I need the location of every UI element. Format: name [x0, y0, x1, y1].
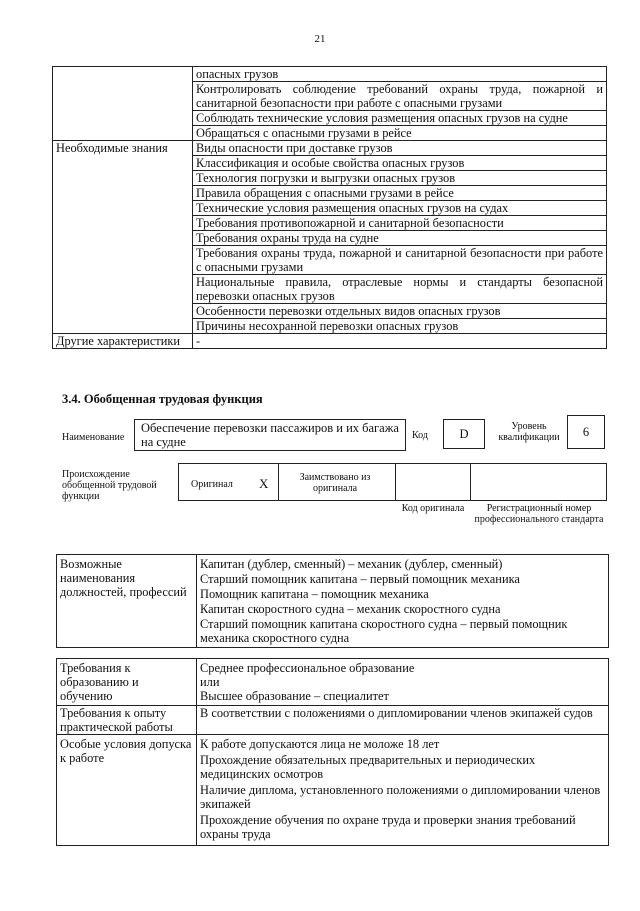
- education-line: Среднее профессиональное образование: [200, 661, 415, 675]
- positions-label: Возможные наименования должностей, профессий: [57, 555, 197, 648]
- knowledge-item: Требования противопожарной и санитарной безопасности: [193, 216, 606, 231]
- experience-value: В соответствии с положениями о дипломировании членов экипажей судов: [197, 706, 609, 735]
- code-original-caption: Код оригинала: [401, 503, 465, 514]
- other-value: -: [193, 334, 607, 349]
- admission-line: К работе допускаются лица не моложе 18 лет: [200, 737, 440, 751]
- code-value: D: [459, 426, 469, 441]
- level-label: Уровень квалификации: [498, 421, 560, 443]
- knowledge-item: Требования охраны труда, пожарной и санитарной безопасности при работе с опасными грузами: [193, 246, 606, 275]
- origin-label: Происхождение обобщенной трудовой функции: [62, 469, 157, 502]
- skill-row: Контролировать соблюдение требований охраны труда, пожарной и санитарной безопасности при работе с опасными грузами: [193, 82, 606, 111]
- position-item: Капитан скоростного судна – механик скоростного судна: [200, 602, 501, 616]
- name-label: Наименование: [62, 432, 125, 443]
- code-value-box: [443, 419, 485, 449]
- requirements-table: [56, 658, 609, 846]
- borrowed-label: Заимствовано из оригинала: [299, 472, 371, 494]
- other-label: Другие характеристики: [53, 334, 193, 349]
- knowledge-item: Технические условия размещения опасных грузов на судах: [193, 201, 606, 216]
- position-item: Помощник капитана – помощник механика: [200, 587, 429, 601]
- admission-line: Прохождение обязательных предварительных и периодических медицинских осмотров: [200, 753, 536, 781]
- level-value-box: [567, 415, 605, 449]
- education-label: Требования к образованию и обучению: [57, 659, 197, 706]
- experience-label: Требования к опыту практической работы: [57, 706, 197, 735]
- level-value: 6: [582, 424, 590, 439]
- skill-row: Обращаться с опасными грузами в рейсе: [196, 126, 412, 140]
- skill-row: Соблюдать технические условия размещения опасных грузов на судне: [193, 111, 606, 126]
- position-item: Старший помощник капитана – первый помощник механика: [200, 572, 520, 586]
- knowledge-item: Технология погрузки и выгрузки опасных грузов: [193, 171, 606, 186]
- empty-label-cell: [53, 67, 193, 141]
- knowledge-item: Причины несохранной перевозки опасных грузов: [196, 319, 459, 333]
- positions-table: [56, 554, 609, 648]
- position-item: Капитан (дублер, сменный) – механик (дублер, сменный): [200, 557, 503, 571]
- knowledge-table: [52, 66, 607, 349]
- knowledge-item: Виды опасности при доставке грузов: [193, 141, 606, 156]
- reg-number-caption: Регистрационный номер профессионального стандарта: [474, 503, 604, 525]
- admission-line: Наличие диплома, установленного положениями о дипломировании членов экипажей: [200, 783, 601, 811]
- knowledge-item: Особенности перевозки отдельных видов опасных грузов: [193, 304, 606, 319]
- name-value-box: [134, 419, 406, 451]
- page-number: 21: [314, 33, 326, 45]
- admission-line: Прохождение обучения по охране труда и проверки знания требований охраны труда: [200, 813, 576, 841]
- origin-box: [178, 463, 607, 501]
- name-value: Обеспечение перевозки пассажиров и их багажа на судне: [141, 421, 399, 449]
- admission-label: Особые условия допуска к работе: [57, 735, 197, 846]
- skill-row: опасных грузов: [193, 67, 606, 82]
- knowledge-label: Необходимые знания: [53, 141, 193, 334]
- section-title: 3.4. Обобщенная трудовая функция: [62, 392, 263, 406]
- original-label: Оригинал: [191, 479, 233, 490]
- knowledge-item: Национальные правила, отраслевые нормы и стандарты безопасной перевозки опасных грузов: [193, 275, 606, 304]
- knowledge-item: Классификация и особые свойства опасных грузов: [193, 156, 606, 171]
- position-item: Старший помощник капитана скоростного судна – первый помощник механика скоростного судна: [200, 617, 568, 645]
- education-line: или: [200, 675, 220, 689]
- knowledge-item: Правила обращения с опасными грузами в рейсе: [193, 186, 606, 201]
- original-mark: X: [259, 476, 269, 491]
- knowledge-item: Требования охраны труда на судне: [193, 231, 606, 246]
- education-line: Высшее образование – специалитет: [200, 689, 389, 703]
- code-label: Код: [412, 430, 428, 441]
